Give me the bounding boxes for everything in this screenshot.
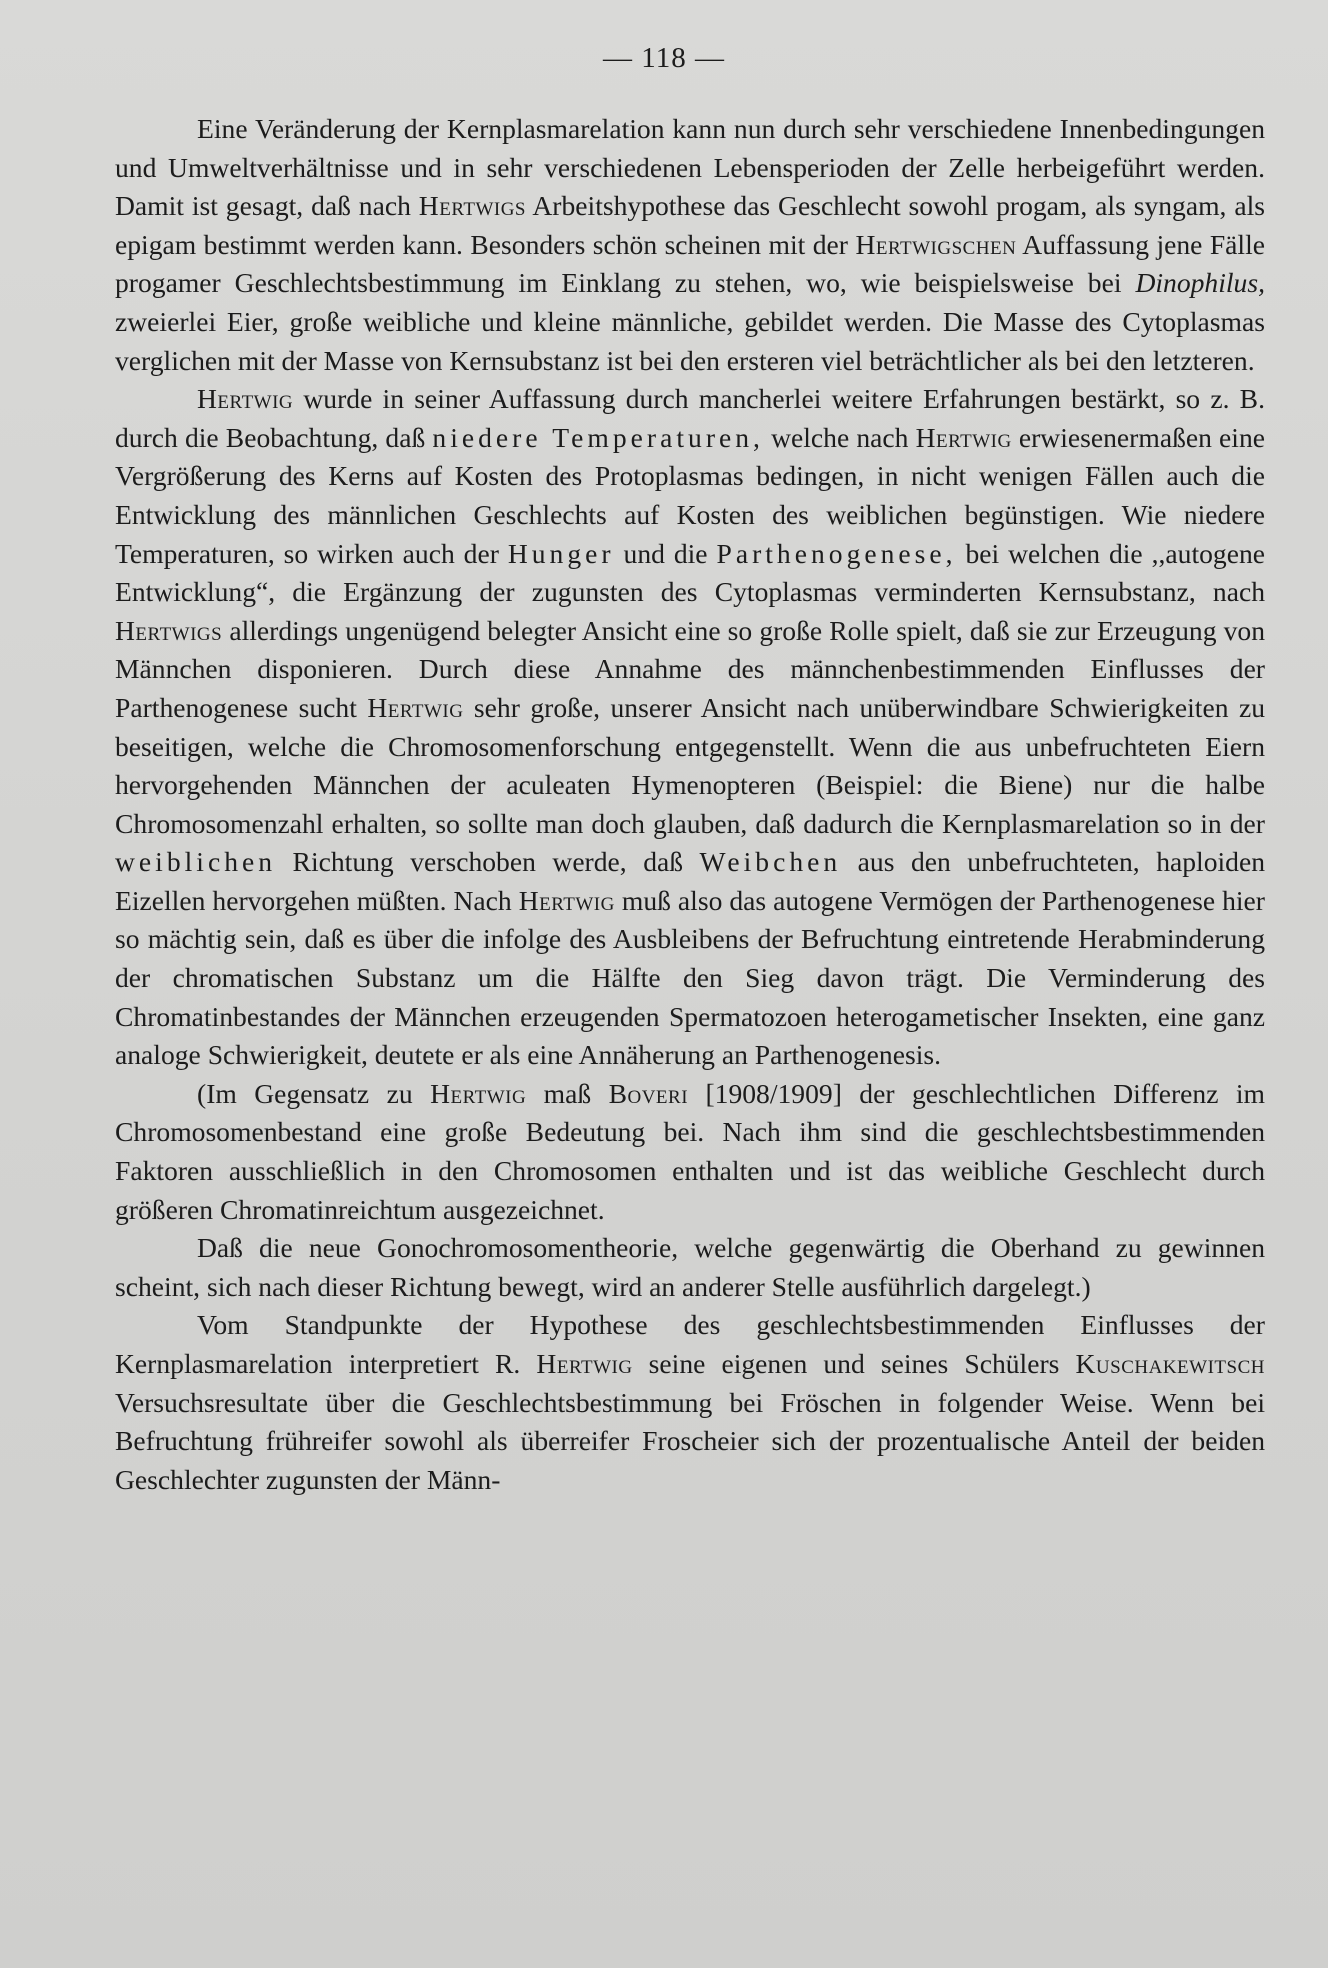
text-run: welche nach bbox=[763, 421, 916, 453]
author-name-boveri: Boveri bbox=[608, 1077, 689, 1109]
text-run: Arbeitshypothese das Geschlecht sowohl progam, als syngam, als epigam bestimmt werden kann. Besonders schön scheinen mit der bbox=[115, 190, 1265, 260]
text-run: Auffassung jene Fälle progamer Geschlechtsbestimmung im Einklang zu stehen, wo, wie beispielsweise bei bbox=[115, 228, 1266, 299]
author-name-hertwig: Hertwig bbox=[197, 383, 294, 415]
paragraph-4 bbox=[115, 1229, 1265, 1306]
paragraph-1 bbox=[115, 110, 1265, 380]
text-run: aus den unbefruchteten, haploiden Eizellen hervorgehen müßten. Nach bbox=[115, 846, 1266, 916]
author-name-hertwig: Hertwigs bbox=[115, 614, 223, 646]
page-number: — 118 — bbox=[603, 42, 725, 74]
text-run: und die bbox=[614, 537, 717, 569]
emphasis-spaced: niedere Temperaturen, bbox=[432, 421, 764, 453]
emphasis-spaced: Hunger bbox=[507, 537, 615, 569]
text-run: zweierlei Eier, große weibliche und kleine männliche, gebildet werden. Die Masse des Cytoplasmas verglichen mit der Masse von Kernsubstanz ist bei den ersteren viel beträchtlicher als bei den letzteren. bbox=[115, 305, 1265, 376]
author-name-kuschakewitsch: Kuschakewitsch bbox=[1075, 1348, 1265, 1379]
text-run: Richtung verschoben werde, daß bbox=[276, 846, 700, 878]
text-run: Eine Veränderung der Kernplasmarelation kann nun durch sehr verschiedene Innenbedingungen und Umweltverhältnisse und in sehr verschiedenen Lebensperioden der Zelle herbeigeführt werden. Damit ist gesagt, daß nach bbox=[115, 113, 1265, 222]
emphasis-spaced: weiblichen bbox=[115, 846, 277, 878]
author-name-hertwig: Hertwig bbox=[915, 421, 1012, 453]
text-run: sehr große, unserer Ansicht nach unüberwindbare Schwierigkeiten zu beseitigen, welche die Chromosomenforschung entgegenstellt. Wenn die aus unbefruchteten Eiern hervorgehenden Männchen der aculeaten Hymenopteren (Beispiel: die Biene) nur die halbe Chromosomenzahl erhalten, so sollte man doch glauben, daß dadurch die Kernplasmarelation so in der bbox=[115, 691, 1265, 839]
text-run: erwiesenermaßen eine Vergrößerung des Kerns auf Kosten des Protoplasmas bedingen, in nicht wenigen Fällen auch die Entwicklung des männlichen Geschlechts auf Kosten des weiblichen begünstigen. Wie niedere Temperaturen, so wirken auch der bbox=[115, 421, 1266, 569]
text-run: allerdings ungenügend belegter Ansicht eine so große Rolle spielt, daß sie zur Erzeugung von Männchen disponieren. Durch diese Annahme des männchenbestimmenden Einflusses der Parthenogenese sucht bbox=[115, 614, 1265, 723]
text-run: wurde in seiner Auffassung durch mancherlei weitere Erfahrungen bestärkt, so z. B. durch die Beobachtung, daß bbox=[115, 383, 1265, 453]
emphasis-spaced: Weibchen bbox=[699, 846, 842, 878]
author-name-hertwig: Hertwig bbox=[367, 691, 464, 723]
author-name-hertwig: Hertwig bbox=[536, 1348, 633, 1379]
text-run: Vom Standpunkte der Hypothese des geschlechtsbestimmenden Einflusses der Kernplasmarelation interpretiert R. bbox=[115, 1309, 1265, 1379]
text-run: Versuchsresultate über die Geschlechtsbestimmung bei Fröschen in folgender Weise. Wenn bei Befruchtung frühreifer sowohl als überreifer Froscheier sich der prozentualische Anteil der beiden Geschlechter zugunsten der Männ- bbox=[115, 1386, 1265, 1495]
species-name-dinophilus: Dinophilus, bbox=[1135, 267, 1265, 299]
author-name-hertwig: Hertwigs bbox=[418, 190, 527, 222]
paragraph-2 bbox=[115, 380, 1265, 1075]
body-text bbox=[115, 110, 1265, 1499]
text-run: bei welchen die ,,autogene Entwicklung“, die Ergänzung der zugunsten des Cytoplasmas verminderten Kernsubstanz, nach bbox=[115, 537, 1265, 608]
text-run: (Im Gegensatz zu bbox=[197, 1077, 431, 1109]
text-run: muß also das autogene Vermögen der Parthenogenese hier so mächtig sein, daß es über die infolge des Ausbleibens der Befruchtung eintretende Herabminderung der chromatischen Substanz um die Hälfte den Sieg davon trägt. Die Verminderung des Chromatinbestandes der Männchen erzeugenden Spermatozoen heterogametischer Insekten, eine ganz analoge Schwierigkeit, deutete er als eine Annäherung an Parthenogenesis. bbox=[115, 884, 1265, 1071]
author-name-hertwig: Hertwig bbox=[430, 1077, 527, 1109]
text-run: [1908/1909] der geschlechtlichen Differenz im Chromosomenbestand eine große Bedeutung bei. Nach ihm sind die geschlechtsbestimmenden Faktoren ausschließlich in den Chromosomen enthalten und ist das weibliche Geschlecht durch größeren Chromatinreichtum ausgezeichnet. bbox=[115, 1077, 1265, 1225]
author-name-hertwig: Hertwig bbox=[518, 884, 615, 916]
author-name-hertwig: Hertwigschen bbox=[855, 228, 1017, 260]
text-run: Daß die neue Gonochromosomentheorie, welche gegenwärtig die Oberhand zu gewinnen scheint, sich nach dieser Richtung bewegt, wird an anderer Stelle ausführlich dargelegt.) bbox=[115, 1232, 1265, 1302]
text-run: seine eigenen und seines Schülers bbox=[632, 1348, 1076, 1379]
text-run: maß bbox=[526, 1077, 609, 1109]
paragraph-3 bbox=[115, 1075, 1265, 1229]
emphasis-spaced: Parthenogenese, bbox=[716, 537, 957, 569]
paragraph-5 bbox=[115, 1306, 1265, 1499]
